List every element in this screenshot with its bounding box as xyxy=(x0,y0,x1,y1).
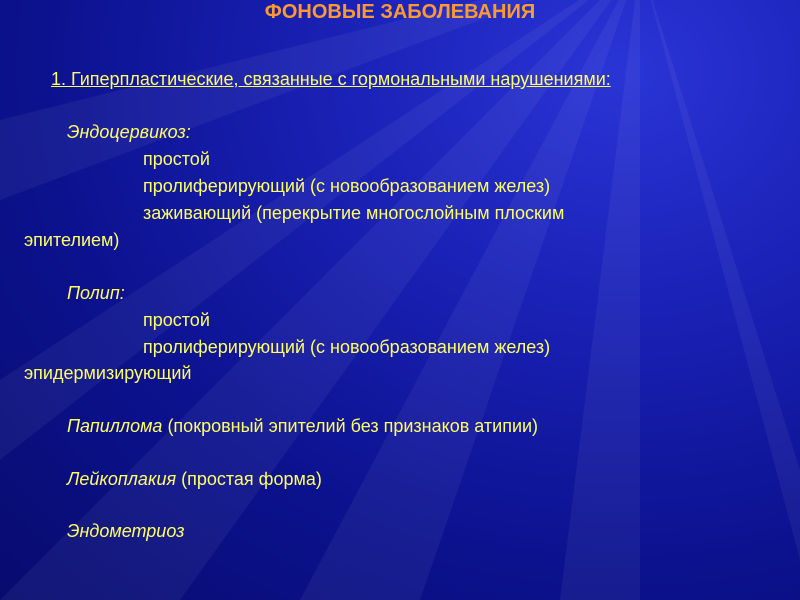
polyp-continuation: эпидермизирующий xyxy=(24,363,192,383)
leukoplakia-line xyxy=(67,468,322,490)
endocervicosis-continuation: эпителием) xyxy=(24,230,120,250)
slide-title: ФОНОВЫЕ ЗАБОЛЕВАНИЯ xyxy=(264,1,536,23)
polyp-item: пролиферирующий (с новообразованием желез) xyxy=(143,337,551,357)
polyp-term: Полип: xyxy=(67,283,125,303)
endocervicosis-term: Эндоцервикоз: xyxy=(67,122,191,142)
leukoplakia-description: (простая форма) xyxy=(176,469,322,489)
section-heading: 1. Гиперпластические, связанные с гормональными нарушениями: xyxy=(51,69,611,89)
papilloma-line xyxy=(67,415,538,437)
endocervicosis-item: заживающий (перекрытие многослойным плоским xyxy=(143,203,565,223)
endocervicosis-item: простой xyxy=(143,149,210,169)
leukoplakia-term: Лейкоплакия xyxy=(67,469,177,489)
polyp-item: простой xyxy=(143,310,210,330)
papilloma-description: (покровный эпителий без признаков атипии) xyxy=(162,416,539,436)
endometriosis-term: Эндометриоз xyxy=(67,521,185,541)
papilloma-term: Папиллома xyxy=(67,416,163,436)
endocervicosis-item: пролиферирующий (с новообразованием желез) xyxy=(143,176,551,196)
